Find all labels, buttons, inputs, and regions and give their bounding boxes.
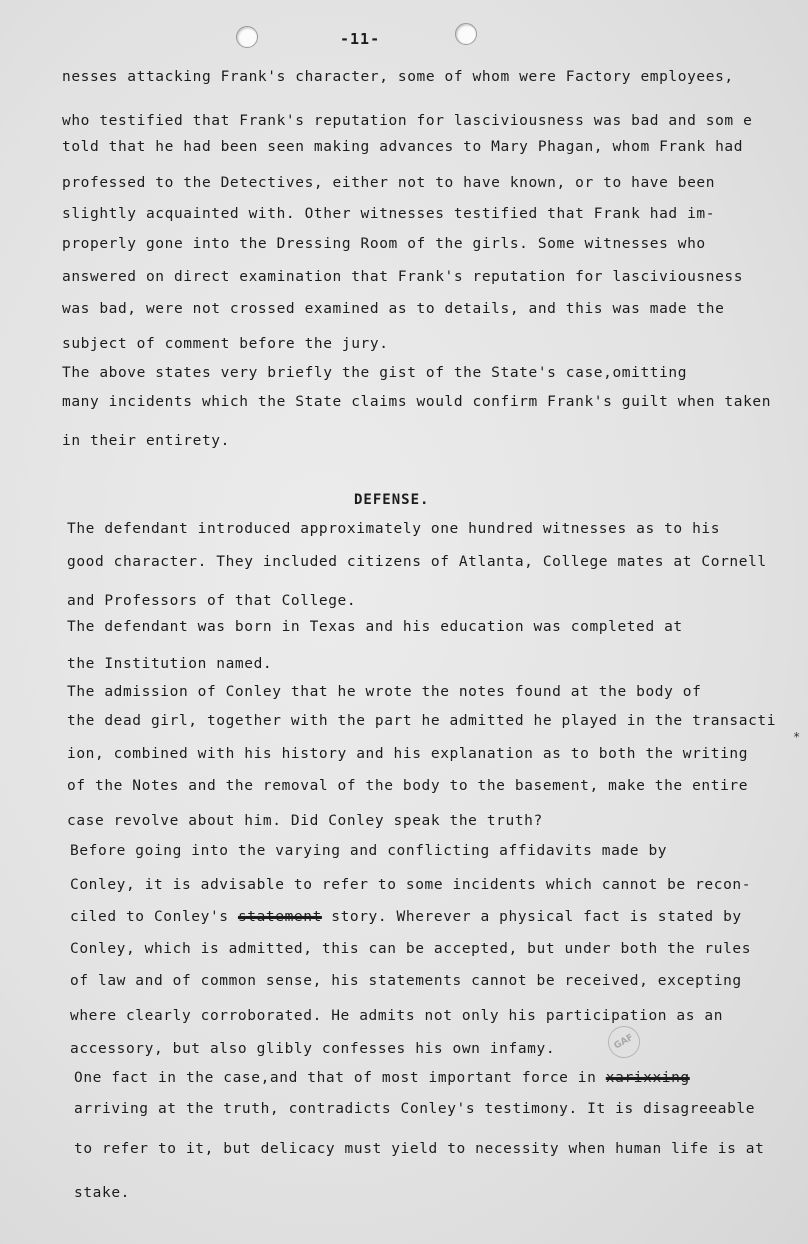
text-line: stake. [74,1185,130,1201]
text-line: slightly acquainted with. Other witnesses testified that Frank had im- [62,206,716,222]
text-line: The admission of Conley that he wrote the notes found at the body of [67,684,702,700]
text-line: many incidents which the State claims would confirm Frank's guilt when taken [62,394,772,410]
binder-hole-icon [455,23,477,45]
text-line: subject of comment before the jury. [62,336,389,352]
text-line: to refer to it, but delicacy must yield to necessity when human life is at [74,1141,765,1157]
text-line: professed to the Detectives, either not to have known, or to have been [62,175,716,191]
struck-word: xarixxing [605,1070,690,1086]
text-fragment: One fact in the case,and that of most important force in [74,1070,606,1086]
text-line: in their entirety. [62,433,230,449]
text-line: the dead girl, together with the part he admitted he played in the transacti [67,713,777,729]
text-line: was bad, were not crossed examined as to details, and this was made the [62,301,725,317]
text-line: Conley, which is admitted, this can be accepted, but under both the rules [70,941,752,957]
text-line: arriving at the truth, contradicts Conley's testimony. It is disagreeable [74,1101,756,1117]
text-fragment: story. Wherever a physical fact is stated by [321,909,742,925]
text-line: where clearly corroborated. He admits not only his participation as an [70,1008,724,1024]
text-line: Before going into the varying and conflicting affidavits made by [70,843,668,859]
margin-mark: * [793,730,801,744]
text-line: and Professors of that College. [67,593,357,609]
text-line: The defendant introduced approximately one hundred witnesses as to his [67,521,721,537]
text-line: who testified that Frank's reputation for lasciviousness was bad and som e [62,113,753,129]
text-line [70,908,742,926]
text-line: told that he had been seen making advances to Mary Phagan, whom Frank had [62,139,744,155]
page-number: -11- [340,30,381,48]
text-line: good character. They included citizens of Atlanta, College mates at Cornell [67,554,767,570]
text-line: accessory, but also glibly confesses his own infamy. [70,1041,556,1057]
text-line: answered on direct examination that Frank's reputation for lasciviousness [62,269,744,285]
section-heading: DEFENSE. [354,492,430,508]
text-line: properly gone into the Dressing Room of the girls. Some witnesses who [62,236,706,252]
text-line: the Institution named. [67,656,273,672]
text-line: nesses attacking Frank's character, some of whom were Factory employees, [62,69,734,85]
text-line: of the Notes and the removal of the body to the basement, make the entire [67,778,749,794]
text-line: of law and of common sense, his statements cannot be received, excepting [70,973,742,989]
text-line: Conley, it is advisable to refer to some incidents which cannot be recon- [70,877,752,893]
text-line: case revolve about him. Did Conley speak the truth? [67,813,543,829]
struck-word: statement [237,909,322,925]
text-line [74,1069,690,1087]
text-line: The above states very briefly the gist of the State's case,omitting [62,365,688,381]
archive-stamp-icon: GAF [602,1020,646,1064]
binder-hole-icon [236,26,258,48]
text-line: The defendant was born in Texas and his education was completed at [67,619,683,635]
text-line: ion, combined with his history and his explanation as to both the writing [67,746,749,762]
text-fragment: ciled to Conley's [70,909,238,925]
